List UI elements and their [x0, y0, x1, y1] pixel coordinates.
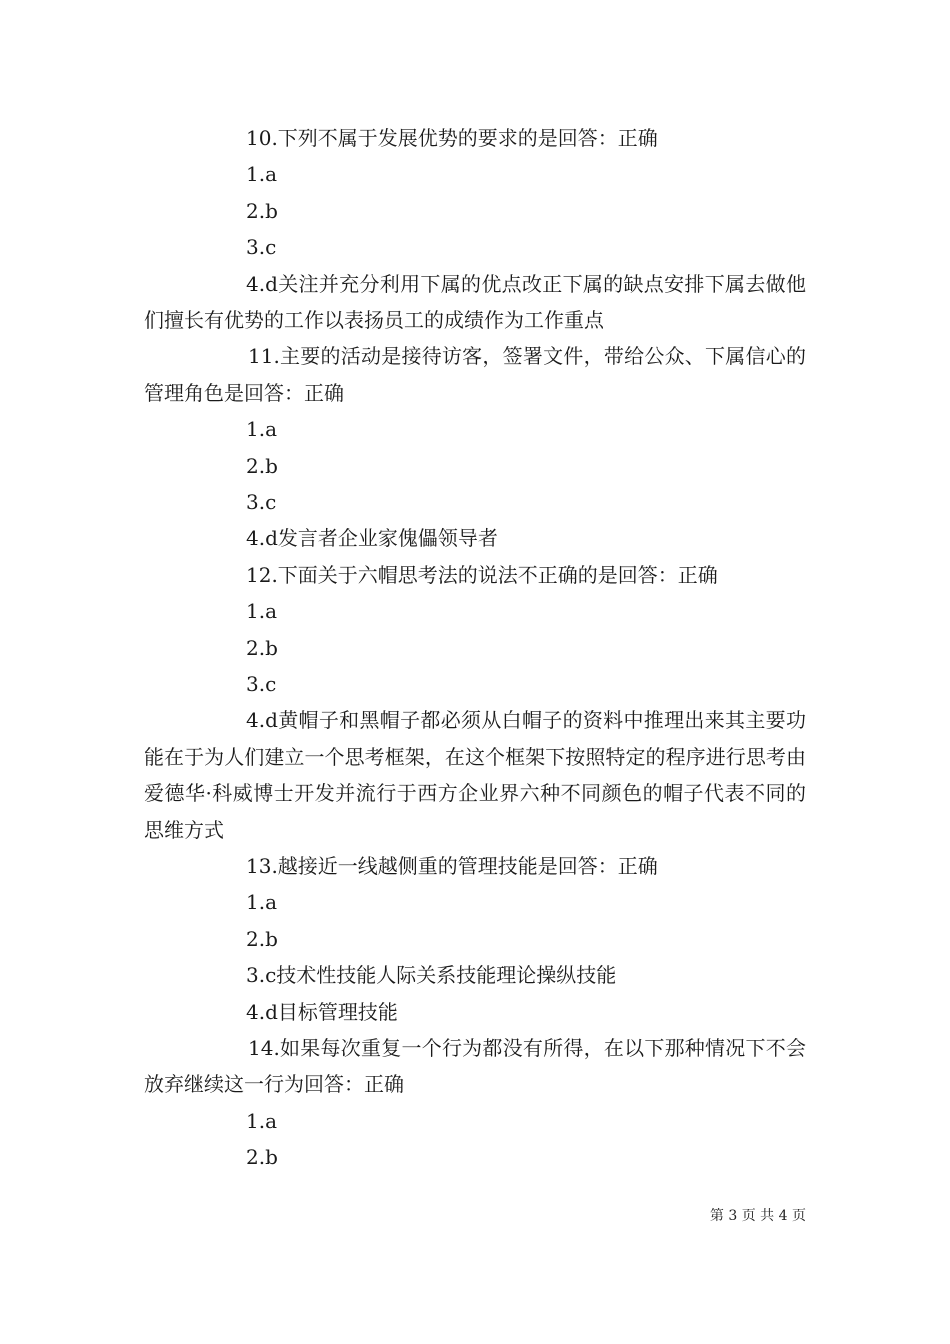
- answer-option: 2.b: [246, 926, 278, 951]
- answer-option: 1.a: [246, 417, 278, 442]
- answer-option: 1.a: [246, 162, 278, 187]
- answer-option-final: 4.d目标管理技能: [246, 999, 398, 1024]
- question-stem: 11.主要的活动是接待访客，签署文件，带给公众、下属信心的管理角色是回答：正确: [144, 344, 806, 405]
- answer-option: 3.c: [246, 489, 277, 514]
- answer-option: 3.c: [246, 671, 277, 696]
- answer-option: 1.a: [246, 1108, 278, 1133]
- document-body: [144, 120, 806, 1175]
- answer-option-final: 4.d黄帽子和黑帽子都必须从白帽子的资料中推理出来其主要功能在于为人们建立一个思考框架，在这个框架下按照特定的程序进行思考由爱德华·科威博士开发并流行于西方企业界六种不同颜色的帽子代表不同的思维方式: [144, 708, 806, 842]
- question-stem: 14.如果每次重复一个行为都没有所得，在以下那种情况下不会放弃继续这一行为回答：正确: [144, 1035, 806, 1097]
- answer-option: 1.a: [246, 890, 278, 915]
- answer-option: 3.c: [246, 235, 277, 260]
- question-stem: 12.下面关于六帽思考法的说法不正确的是回答：正确: [246, 562, 718, 587]
- question-stem: 10.下列不属于发展优势的要求的是回答：正确: [246, 126, 658, 150]
- answer-option: 2.b: [246, 635, 278, 660]
- answer-option: 2.b: [246, 198, 278, 223]
- answer-option: 2.b: [246, 1145, 278, 1170]
- answer-option: 1.a: [246, 599, 278, 624]
- answer-option-final: 4.d发言者企业家傀儡领导者: [246, 526, 498, 551]
- answer-option: 2.b: [246, 453, 278, 478]
- question-stem: 13.越接近一线越侧重的管理技能是回答：正确: [246, 853, 658, 878]
- answer-option: 3.c技术性技能人际关系技能理论操纵技能: [246, 963, 617, 988]
- answer-option-final: 4.d关注并充分利用下属的优点改正下属的缺点安排下属去做他们擅长有优势的工作以表扬员工的成绩作为工作重点: [144, 271, 806, 332]
- page-number-footer: 第 3 页 共 4 页: [709, 1208, 806, 1224]
